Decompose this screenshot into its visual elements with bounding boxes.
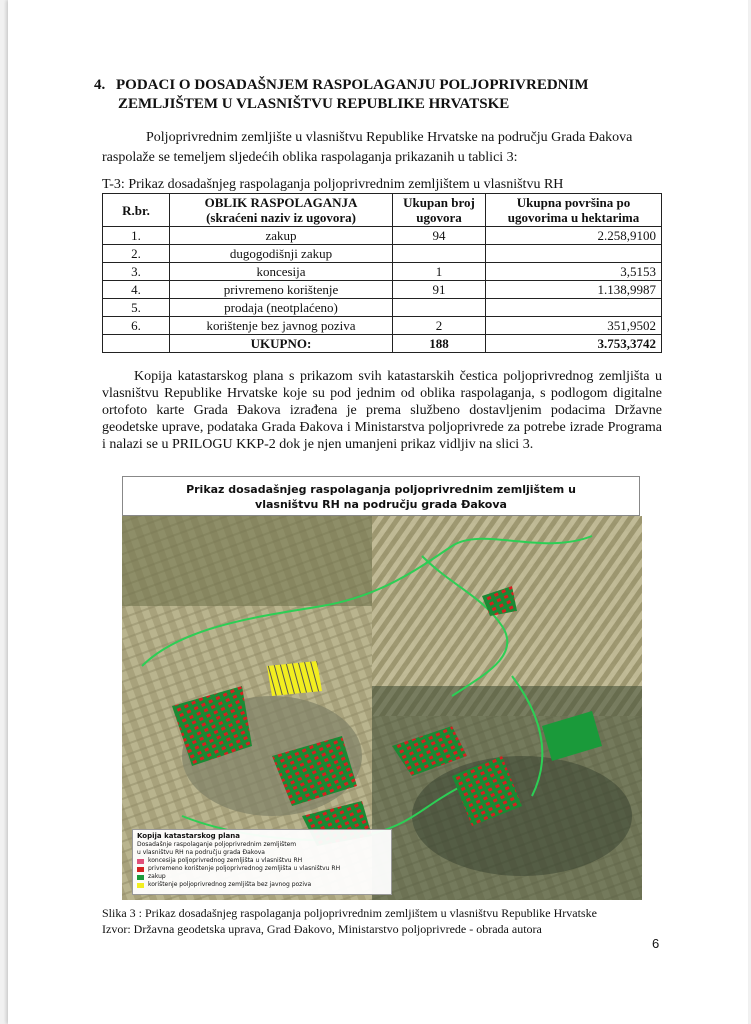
cell-povrsina: [486, 245, 662, 263]
cell-total-povrsina: 3.753,3742: [486, 335, 662, 353]
document-page: [8, 0, 748, 1024]
cell-oblik: dugogodišnji zakup: [170, 245, 393, 263]
cell-broj: 2: [393, 317, 486, 335]
cell-broj: 91: [393, 281, 486, 299]
legend-subtitle-line1: Dosadašnje raspolaganje poljoprivrednim zemljištem: [137, 841, 297, 848]
forest-area: [122, 516, 372, 606]
legend-swatch-pink: [137, 859, 144, 864]
legend-item: [137, 881, 387, 889]
legend-swatch-red: [137, 867, 144, 872]
cell-povrsina: 351,9502: [486, 317, 662, 335]
header-povrsina-line1: Ukupna površina po: [516, 195, 631, 210]
table-row: [103, 227, 662, 245]
header-oblik-line2: (skraćeni naziv iz ugovora): [206, 210, 356, 225]
disposal-table: [102, 193, 662, 353]
figure-title-line2: vlasništvu RH na području grada Đakova: [255, 498, 507, 511]
section-title-line1: PODACI O DOSADAŠNJEM RASPOLAGANJU POLJOPRIVREDNIM: [116, 77, 589, 93]
legend-item-label: koncesija poljoprivrednog zemljišta u vlasništvu RH: [148, 857, 303, 864]
section-heading: [94, 76, 654, 114]
cell-oblik: koncesija: [170, 263, 393, 281]
cell-total-broj: 188: [393, 335, 486, 353]
map-figure: [122, 476, 642, 900]
figure-caption-line1: Slika 3 : Prikaz dosadašnjeg raspolaganja poljoprivrednim zemljištem u vlasništvu Republike Hrvatske: [102, 906, 597, 920]
lowland-area: [412, 756, 632, 876]
header-povrsina: [486, 194, 662, 227]
legend-item-label: privremeno korištenje poljoprivrednog zemljišta u vlasništvu RH: [148, 865, 341, 872]
cell-total-label: UKUPNO:: [170, 335, 393, 353]
cell-broj: 1: [393, 263, 486, 281]
parcels-without-tender: [267, 661, 322, 696]
legend-item: [137, 865, 387, 873]
section-title-line2: ZEMLJIŠTEM U VLASNIŠTVU REPUBLIKE HRVATSKE: [118, 96, 510, 112]
legend-item-label: korištenje poljoprivrednog zemljišta bez javnog poziva: [148, 881, 312, 888]
legend-item: [137, 873, 387, 881]
cell-rbr: 4.: [103, 281, 170, 299]
table-row: [103, 281, 662, 299]
intro-paragraph: Poljoprivrednim zemljište u vlasništvu Republike Hrvatske na području Grada Đakova raspolaže se temeljem sljedećih oblika raspolaganja prikazanih u tablici 3:: [102, 130, 633, 165]
legend-title: Kopija katastarskog plana: [137, 832, 240, 840]
legend-swatch-green: [137, 875, 144, 880]
table-row: [103, 317, 662, 335]
table-row: [103, 263, 662, 281]
cell-rbr: 3.: [103, 263, 170, 281]
figure-title: [122, 476, 640, 516]
header-oblik-line1: OBLIK RASPOLAGANJA: [204, 195, 358, 210]
header-povrsina-line2: ugovorima u hektarima: [507, 210, 640, 225]
legend-subtitle-line2: u vlasništvu RH na području grada Đakova: [137, 849, 265, 856]
cell-total-empty: [103, 335, 170, 353]
header-broj: [393, 194, 486, 227]
cell-broj: [393, 299, 486, 317]
page-number: 6: [652, 936, 660, 951]
figure-caption-source: Izvor: Državna geodetska uprava, Grad Đakovo, Ministarstvo poljoprivrede - obrada autora: [102, 922, 542, 936]
legend-item-label: zakup: [148, 873, 166, 880]
header-broj-line2: ugovora: [416, 210, 462, 225]
header-oblik: [170, 194, 393, 227]
cell-povrsina: 2.258,9100: [486, 227, 662, 245]
cell-rbr: 2.: [103, 245, 170, 263]
table-row: [103, 299, 662, 317]
table-row: [103, 245, 662, 263]
cell-povrsina: 3,5153: [486, 263, 662, 281]
figure-title-line1: Prikaz dosadašnjeg raspolaganja poljoprivrednim zemljištem u: [186, 483, 576, 496]
cell-oblik: prodaja (neotplaćeno): [170, 299, 393, 317]
section-number: 4.: [94, 77, 106, 93]
cell-rbr: 6.: [103, 317, 170, 335]
header-broj-line1: Ukupan broj: [403, 195, 475, 210]
cell-oblik: privremeno korištenje: [170, 281, 393, 299]
table-total-row: [103, 335, 662, 353]
cell-oblik: zakup: [170, 227, 393, 245]
legend-item: [137, 857, 387, 865]
table-header-row: [103, 194, 662, 227]
cell-povrsina: 1.138,9987: [486, 281, 662, 299]
header-rbr: R.br.: [103, 194, 170, 227]
cell-broj: 94: [393, 227, 486, 245]
cell-povrsina: [486, 299, 662, 317]
body-paragraph: Kopija katastarskog plana s prikazom svih katastarskih čestica poljoprivrednog zemljišta u vlasništvu Republike Hrvatske koje su pod jednim od oblika raspolaganja, s podlogom digitalne ortofoto karte Grada Đakova izrađena je prema službeno dostavljenim podacima Državne geodetske uprave, podataka Grada Đakova i Ministarstva poljoprivrede za potrebe izrade Programa i nalazi se u PRILOGU KKP-2 dok je njen umanjeni prikaz vidljiv na slici 3.: [102, 369, 662, 452]
cell-rbr: 1.: [103, 227, 170, 245]
map-legend: [132, 829, 392, 895]
cell-oblik: korištenje bez javnog poziva: [170, 317, 393, 335]
cell-rbr: 5.: [103, 299, 170, 317]
cell-broj: [393, 245, 486, 263]
figure-caption: [102, 905, 702, 937]
table-caption: T-3: Prikaz dosadašnjeg raspolaganja poljoprivrednim zemljištem u vlasništvu RH: [102, 177, 564, 192]
legend-swatch-yellow: [137, 883, 144, 888]
